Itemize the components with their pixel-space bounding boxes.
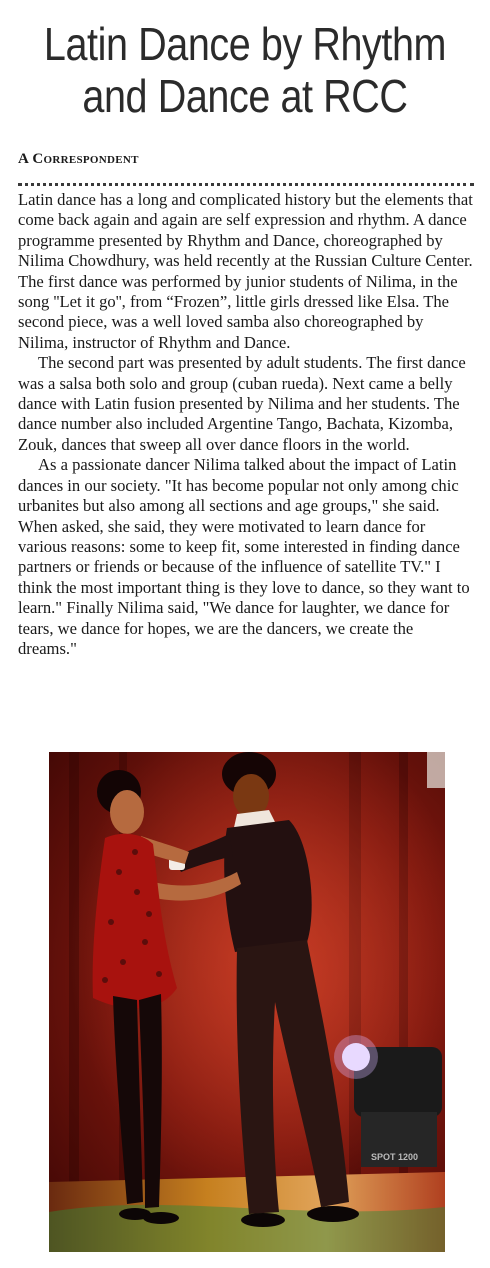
paragraph-1: Latin dance has a long and complicated history but the elements that come back again and again are self expression and rhythm. A dance programme presented by Rhythm and Dance, choreographed by Nilima Chowdhury, was held recently at the Russian Culture Center. The first dance was performed by junior students of Nilima, in the song ''Let it go'', from “Frozen”, little girls dressed like Elsa. The second piece, was a well loved samba also choreographed by Nilima, instructor of Rhythm and Dance. [18, 190, 473, 352]
dance-photo-illustration [49, 752, 445, 1252]
article-body [18, 190, 474, 659]
headline [34, 18, 455, 122]
headline-line-1: Latin Dance by Rhythm [43, 18, 447, 70]
paragraph-2: The second part was presented by adult students. The first dance was a salsa both solo and group (cuban rueda). Next came a belly dance with Latin fusion presented by Nilima and her students. The dance number also included Argentine Tango, Bachata, Kizomba, Zouk, dances that sweep all over dance floors in the world. [18, 353, 466, 454]
spotlight-label: SPOT 1200 [371, 1152, 419, 1162]
dance-photo [49, 752, 445, 1252]
headline-line-2: and Dance at RCC [82, 70, 408, 122]
dotted-divider [18, 183, 474, 186]
paragraph-3: As a passionate dancer Nilima talked about the impact of Latin dances in our society. "It has become popular not only among chic urbanites but also among all sections and age groups," she said. When asked, she said, they were motivated to learn dance for various reasons: some to keep fit, some interested in finding dance partners or friends or because of the influence of satellite TV." I think the most important thing is they love to dance, so they want to learn." Finally Nilima said, "We dance for laughter, we dance for tears, we dance for hopes, we are the dancers, we create the dreams." [18, 455, 470, 658]
byline: A Correspondent [18, 151, 139, 167]
